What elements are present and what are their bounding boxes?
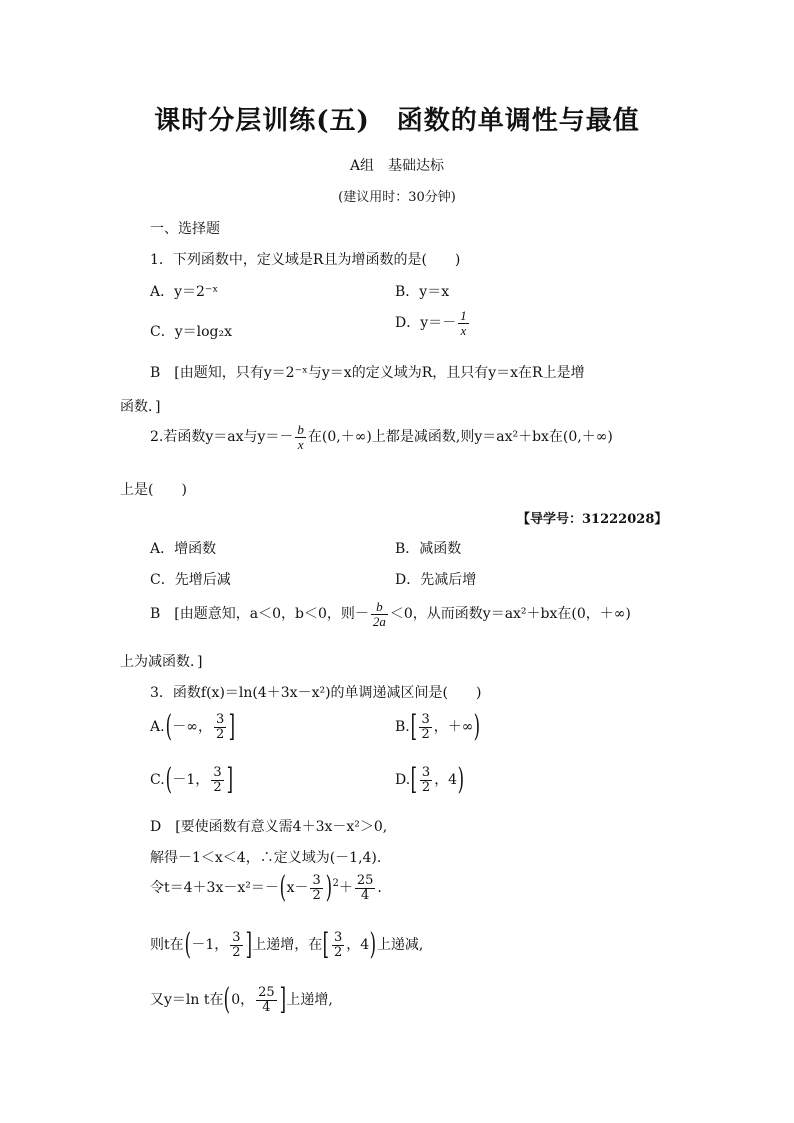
q2-stem-part1: 2.若函数y＝ax与y＝－	[150, 429, 294, 446]
q2-stem-line2: 上是( )	[120, 482, 187, 498]
fraction-denominator: 2	[334, 944, 343, 960]
interval-left: －∞，	[172, 719, 212, 735]
fraction-denominator: x	[460, 322, 467, 338]
interval-fraction	[211, 766, 223, 794]
q1-answer-line1: B [由题知，只有y＝2⁻ˣ与y＝x的定义域为R，且只有y＝x在R上是增	[150, 365, 585, 381]
right-bracket: ]	[228, 709, 236, 744]
q2-option-d: D．先减后增	[395, 572, 477, 588]
fraction-numerator: 1	[460, 308, 467, 323]
fraction-denominator: 2	[421, 726, 430, 742]
fraction-numerator: 3	[213, 764, 222, 780]
q1-option-d-prefix: D．y＝－	[395, 315, 457, 332]
right-bracket: ]	[245, 927, 252, 962]
time-hint: (建议用时：30分钟)	[338, 190, 456, 205]
sol5-end: 上递增,	[286, 992, 333, 1008]
q3-option-d	[395, 762, 465, 797]
option-prefix: A.	[150, 719, 165, 735]
fraction-numerator: 3	[232, 929, 241, 945]
right-paren: )	[325, 870, 332, 905]
fraction-numerator: 25	[258, 984, 275, 1000]
fraction-denominator: 2	[232, 944, 241, 960]
sol3-end: .	[377, 880, 382, 896]
q2-stem	[150, 423, 613, 451]
fraction-denominator: 2	[215, 726, 225, 742]
q2-answer-fraction	[371, 600, 388, 628]
q1-option-d-fraction	[458, 309, 469, 337]
sol4-fraction	[230, 931, 242, 959]
sol3-fraction	[310, 874, 322, 902]
fraction-denominator: 4	[262, 999, 271, 1015]
interval-fraction	[420, 766, 432, 794]
left-paren: (	[224, 982, 231, 1017]
right-bracket: ]	[279, 982, 286, 1017]
right-paren: )	[457, 762, 465, 797]
q3-option-b	[395, 709, 481, 744]
left-bracket: [	[322, 927, 330, 962]
q3-solution-line2: 解得－1＜x＜4，∴定义域为(－1,4).	[150, 850, 382, 866]
fraction-numerator: 3	[421, 764, 431, 780]
q2-answer-part2: ＜0，从而函数y＝ax²＋bx在(0，＋∞)	[389, 606, 631, 623]
option-prefix: B.	[395, 719, 410, 735]
guide-number: 【导学号：31222028】	[517, 512, 668, 527]
fraction-denominator: 2	[421, 779, 431, 795]
sol5-part1: 又y＝ln t在	[150, 992, 224, 1008]
q2-answer-line2: 上为减函数．]	[120, 654, 203, 670]
fraction-numerator: 3	[421, 711, 430, 727]
q2-answer-line1	[150, 600, 631, 628]
sol4-left: －1，	[191, 937, 229, 953]
q3-option-c	[150, 762, 233, 797]
fraction-numerator: 3	[215, 711, 225, 727]
q3-stem: 3．函数f(x)＝ln(4＋3x－x²)的单调递减区间是( )	[150, 685, 482, 701]
interval-fraction	[214, 713, 226, 741]
sol4-mid: 上递增，在	[252, 937, 323, 953]
right-paren: )	[474, 709, 481, 744]
q2-answer-part1: B [由题意知，a＜0，b＜0，则－	[150, 606, 369, 623]
fraction-numerator: b	[297, 422, 304, 437]
q2-option-c: C．先增后减	[150, 572, 231, 588]
q2-stem-fraction	[295, 423, 306, 451]
option-prefix: C.	[150, 772, 165, 788]
fraction-denominator: 2	[213, 779, 222, 795]
fraction-numerator: 25	[356, 872, 374, 888]
page-title: 课时分层训练(五) 函数的单调性与最值	[154, 106, 640, 136]
fraction-numerator: 3	[334, 929, 343, 945]
sol3-fraction-2	[355, 874, 376, 902]
interval-right: ，4	[434, 772, 458, 788]
q3-solution-line4	[150, 927, 424, 962]
q3-option-a	[150, 709, 236, 744]
sol4-end: 上递减,	[376, 937, 424, 953]
interval-fraction	[419, 713, 431, 741]
left-bracket: [	[410, 709, 417, 744]
fraction-denominator: 4	[360, 887, 370, 903]
sol4-fraction-2	[332, 931, 344, 959]
q1-option-c: C．y＝log₂x	[150, 324, 232, 340]
right-bracket: ]	[226, 762, 233, 797]
sol3-inner: x－	[286, 880, 309, 896]
sol3-part1: 令t＝4＋3x－x²＝－	[150, 880, 279, 896]
left-paren: (	[165, 762, 172, 797]
q1-option-b: B．y＝x	[395, 284, 450, 300]
q3-solution-line1: D [要使函数有意义需4＋3x－x²＞0,	[150, 819, 388, 835]
sol3-square: 2	[332, 878, 339, 889]
right-paren: )	[369, 927, 377, 962]
sol4-part1: 则t在	[150, 937, 184, 953]
left-paren: (	[165, 709, 172, 744]
sol3-plus: ＋	[338, 880, 353, 896]
fraction-numerator: b	[371, 600, 388, 615]
q3-solution-line3	[150, 870, 382, 905]
q2-option-b: B．减函数	[395, 541, 462, 557]
q1-answer-line2: 函数．]	[120, 399, 161, 415]
left-paren: (	[279, 870, 286, 905]
q1-option-a: A．y＝2⁻ˣ	[150, 284, 219, 300]
q3-solution-line5	[150, 982, 333, 1017]
left-paren: (	[184, 927, 191, 962]
sol5-left: 0，	[231, 992, 255, 1008]
interval-left: －1，	[172, 772, 210, 788]
fraction-denominator: x	[297, 436, 304, 452]
q1-stem: 1．下列函数中，定义域是R且为增函数的是( )	[150, 252, 461, 268]
option-prefix: D.	[395, 772, 411, 788]
section-label: 一、选择题	[150, 221, 220, 237]
fraction-denominator: 2a	[372, 613, 386, 629]
q2-stem-part2: 在(0,＋∞)上都是减函数,则y＝ax²＋bx在(0,＋∞)	[307, 429, 613, 446]
q2-option-a: A．增函数	[150, 541, 217, 557]
left-bracket: [	[410, 762, 418, 797]
fraction-denominator: 2	[312, 887, 321, 903]
q1-option-d	[395, 309, 471, 337]
group-heading: A组 基础达标	[349, 158, 445, 174]
sol5-fraction	[256, 986, 277, 1014]
fraction-numerator: 3	[312, 872, 321, 888]
interval-right: ，＋∞	[433, 719, 474, 735]
sol4-right: ，4	[346, 937, 370, 953]
